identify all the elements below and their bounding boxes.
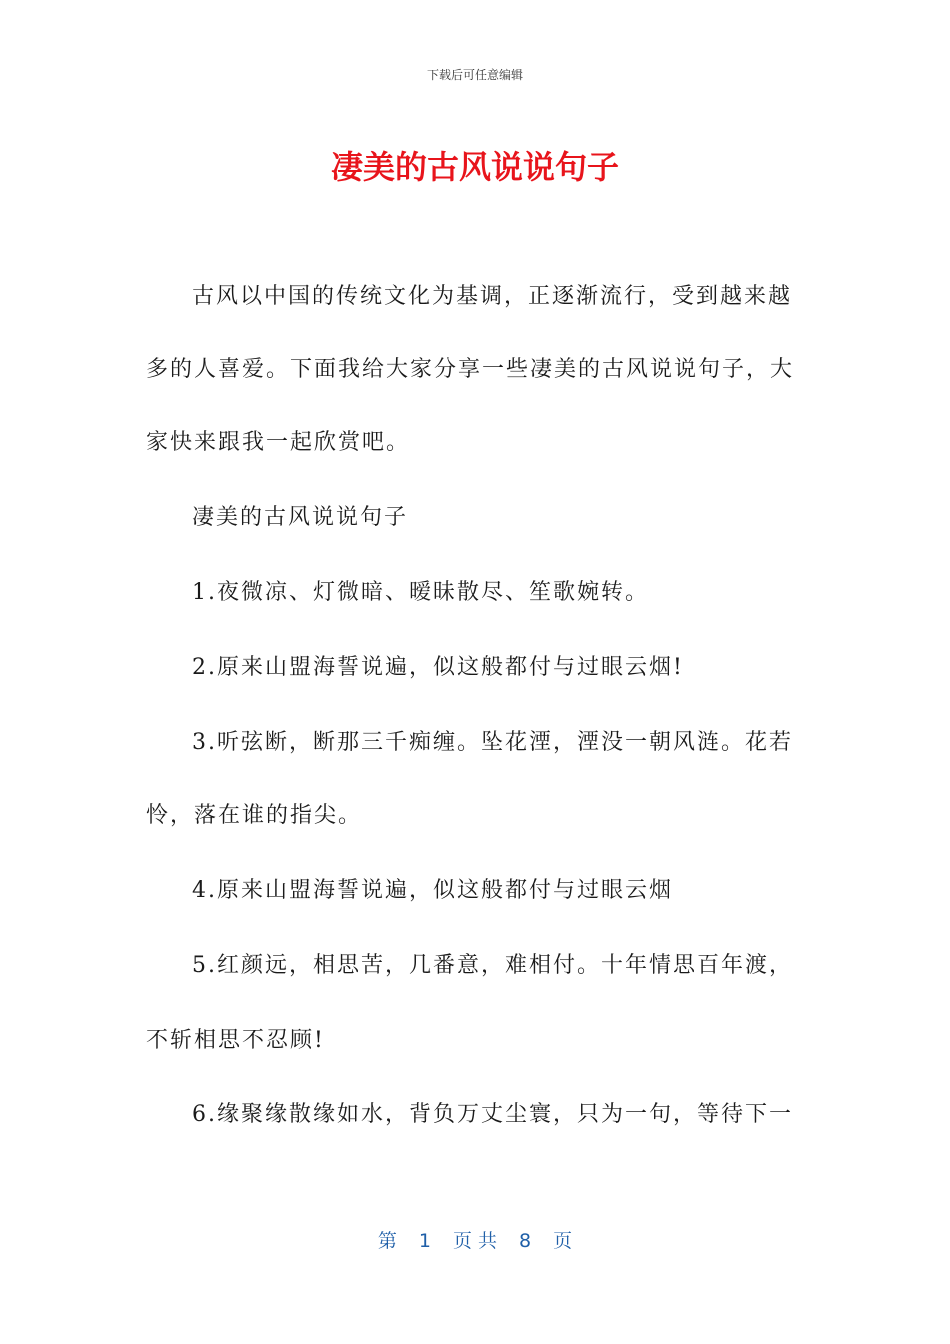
list-item: 3.听弦断，断那三千痴缠。坠花湮，湮没一朝风涟。花若	[192, 730, 793, 755]
total-pages-number: 8	[519, 1230, 532, 1252]
list-item: 2.原来山盟海誓说遍，似这般都付与过眼云烟!	[192, 655, 684, 680]
list-item: 5.红颜远，相思苦，几番意，难相付。十年情思百年渡，	[192, 953, 793, 978]
list-item: 6.缘聚缘散缘如水，背负万丈尘寰，只为一句，等待下一	[192, 1102, 793, 1127]
list-item: 4.原来山盟海誓说遍，似这般都付与过眼云烟	[192, 878, 673, 903]
footer-middle: 页 共	[452, 1230, 498, 1252]
paragraph-line: 多的人喜爱。下面我给大家分享一些凄美的古风说说句子，大	[146, 357, 795, 382]
header-note: 下载后可任意编辑	[426, 68, 523, 82]
footer-prefix: 第	[377, 1230, 397, 1252]
list-item: 1.夜微凉、灯微暗、暧昧散尽、笙歌婉转。	[192, 580, 649, 605]
list-item-continuation: 不斩相思不忍顾!	[146, 1028, 325, 1053]
paragraph-line: 家快来跟我一起欣赏吧。	[146, 430, 411, 455]
page-footer	[0, 1226, 950, 1253]
paragraph-line: 古风以中国的传统文化为基调，正逐渐流行，受到越来越	[192, 284, 793, 309]
footer-suffix: 页	[553, 1230, 573, 1252]
list-item-continuation: 怜，落在谁的指尖。	[146, 803, 363, 828]
document-title: 凄美的古风说说句子	[330, 148, 619, 186]
section-heading: 凄美的古风说说句子	[192, 505, 409, 530]
current-page-number: 1	[418, 1230, 431, 1252]
